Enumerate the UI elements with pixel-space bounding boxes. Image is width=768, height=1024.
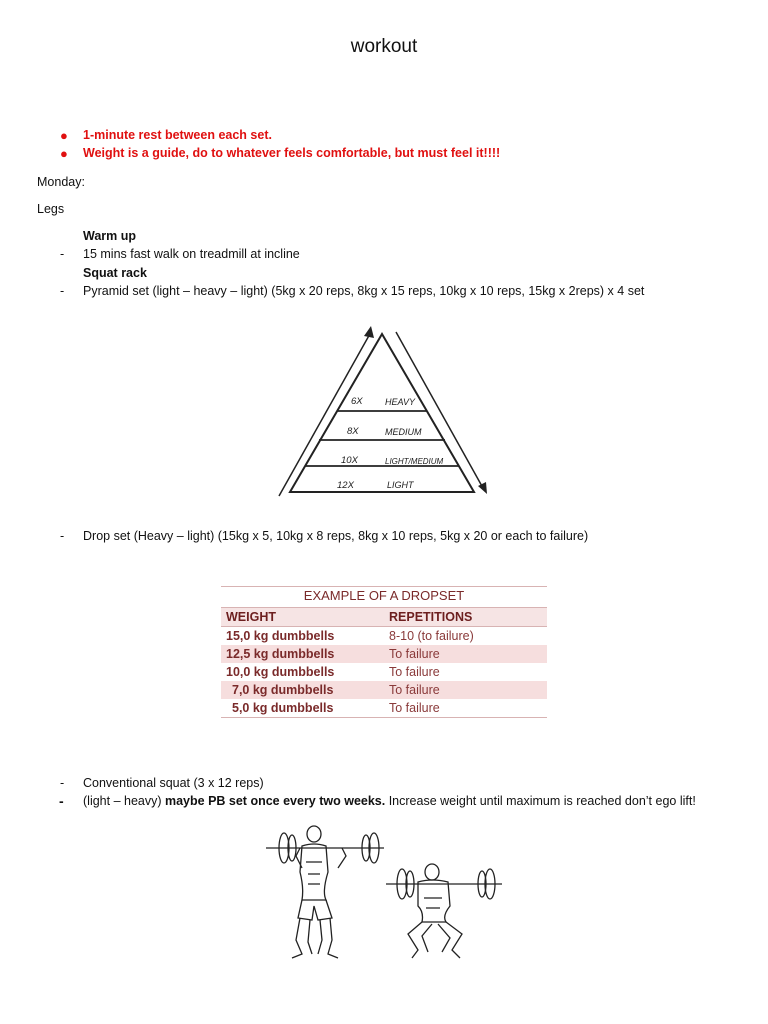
pb-bold: maybe PB set once every two weeks. <box>164 794 386 808</box>
table-row <box>221 663 547 681</box>
rest-note: 1-minute rest between each set. <box>83 128 272 142</box>
weight-cell: 12,5 kg dumbbells <box>226 647 335 661</box>
pb-prefix: (light – heavy) <box>83 794 165 808</box>
dropset-table <box>221 586 547 718</box>
pyramid-reps-label: 12X <box>337 480 354 491</box>
page-title: workout <box>350 36 418 57</box>
deep-squat-figure <box>386 864 502 958</box>
squat-illustration <box>262 822 508 962</box>
pyramid-intensity-label: LIGHT/MEDIUM <box>385 457 444 466</box>
weight-cell: 10,0 kg dumbbells <box>226 665 335 679</box>
dropset-table-header <box>221 607 547 627</box>
warm-up-heading: Warm up <box>83 229 137 243</box>
up-arrow-icon <box>279 332 371 496</box>
pyramid-diagram <box>275 314 495 522</box>
warm-up-item: 15 mins fast walk on treadmill at incline <box>83 247 300 261</box>
dropset-table-title: EXAMPLE OF A DROPSET <box>221 586 547 607</box>
reps-cell: To failure <box>389 683 440 697</box>
pyramid-outline <box>290 334 474 492</box>
dash-icon: - <box>60 529 65 543</box>
pyramid-intensity-label: LIGHT <box>387 480 414 490</box>
weight-cell: 5,0 kg dumbbells <box>232 701 334 715</box>
pyramid-reps-label: 10X <box>341 455 358 466</box>
squat-rack-heading: Squat rack <box>83 266 147 280</box>
weight-cell: 7,0 kg dumbbells <box>232 683 334 697</box>
weight-note: Weight is a guide, do to whatever feels comfortable, but must feel it!!!! <box>83 146 501 160</box>
dash-icon: - <box>60 776 65 790</box>
bullet-icon: ● <box>60 128 68 143</box>
bullet-icon: ● <box>60 146 68 161</box>
reps-column-header: REPETITIONS <box>389 610 473 624</box>
reps-cell: To failure <box>389 701 440 715</box>
drop-set-item: Drop set (Heavy – light) (15kg x 5, 10kg x 8 reps, 8kg x 10 reps, 5kg x 20 or each to failure) <box>83 529 589 543</box>
pyramid-intensity-label: MEDIUM <box>385 427 422 437</box>
reps-cell: 8-10 (to failure) <box>389 629 474 643</box>
reps-cell: To failure <box>389 665 440 679</box>
reps-cell: To failure <box>389 647 440 661</box>
pyramid-intensity-label: HEAVY <box>385 397 416 407</box>
pyramid-reps-label: 6X <box>351 396 363 407</box>
weight-cell: 15,0 kg dumbbells <box>226 629 335 643</box>
dash-icon: - <box>59 793 64 809</box>
conventional-squat-item: Conventional squat (3 x 12 reps) <box>83 776 264 790</box>
weight-column-header: WEIGHT <box>226 610 276 624</box>
standing-squat-figure <box>266 826 384 958</box>
arrow-head-icon <box>364 326 374 338</box>
pb-set-item <box>83 794 696 808</box>
table-row <box>221 699 547 718</box>
day-label: Monday: <box>37 175 85 189</box>
pyramid-reps-label: 8X <box>347 426 359 437</box>
arrow-head-icon <box>478 482 487 494</box>
dash-icon: - <box>60 284 65 298</box>
muscle-group-label: Legs <box>37 202 65 216</box>
dash-icon: - <box>60 247 65 261</box>
table-row <box>221 645 547 663</box>
pyramid-set-item: Pyramid set (light – heavy – light) (5kg x 20 reps, 8kg x 15 reps, 10kg x 10 reps, 15kg x 2reps) x 4 set <box>83 284 645 298</box>
table-row <box>221 627 547 645</box>
table-row <box>221 681 547 699</box>
pb-suffix: Increase weight until maximum is reached don’t ego lift! <box>385 794 696 808</box>
